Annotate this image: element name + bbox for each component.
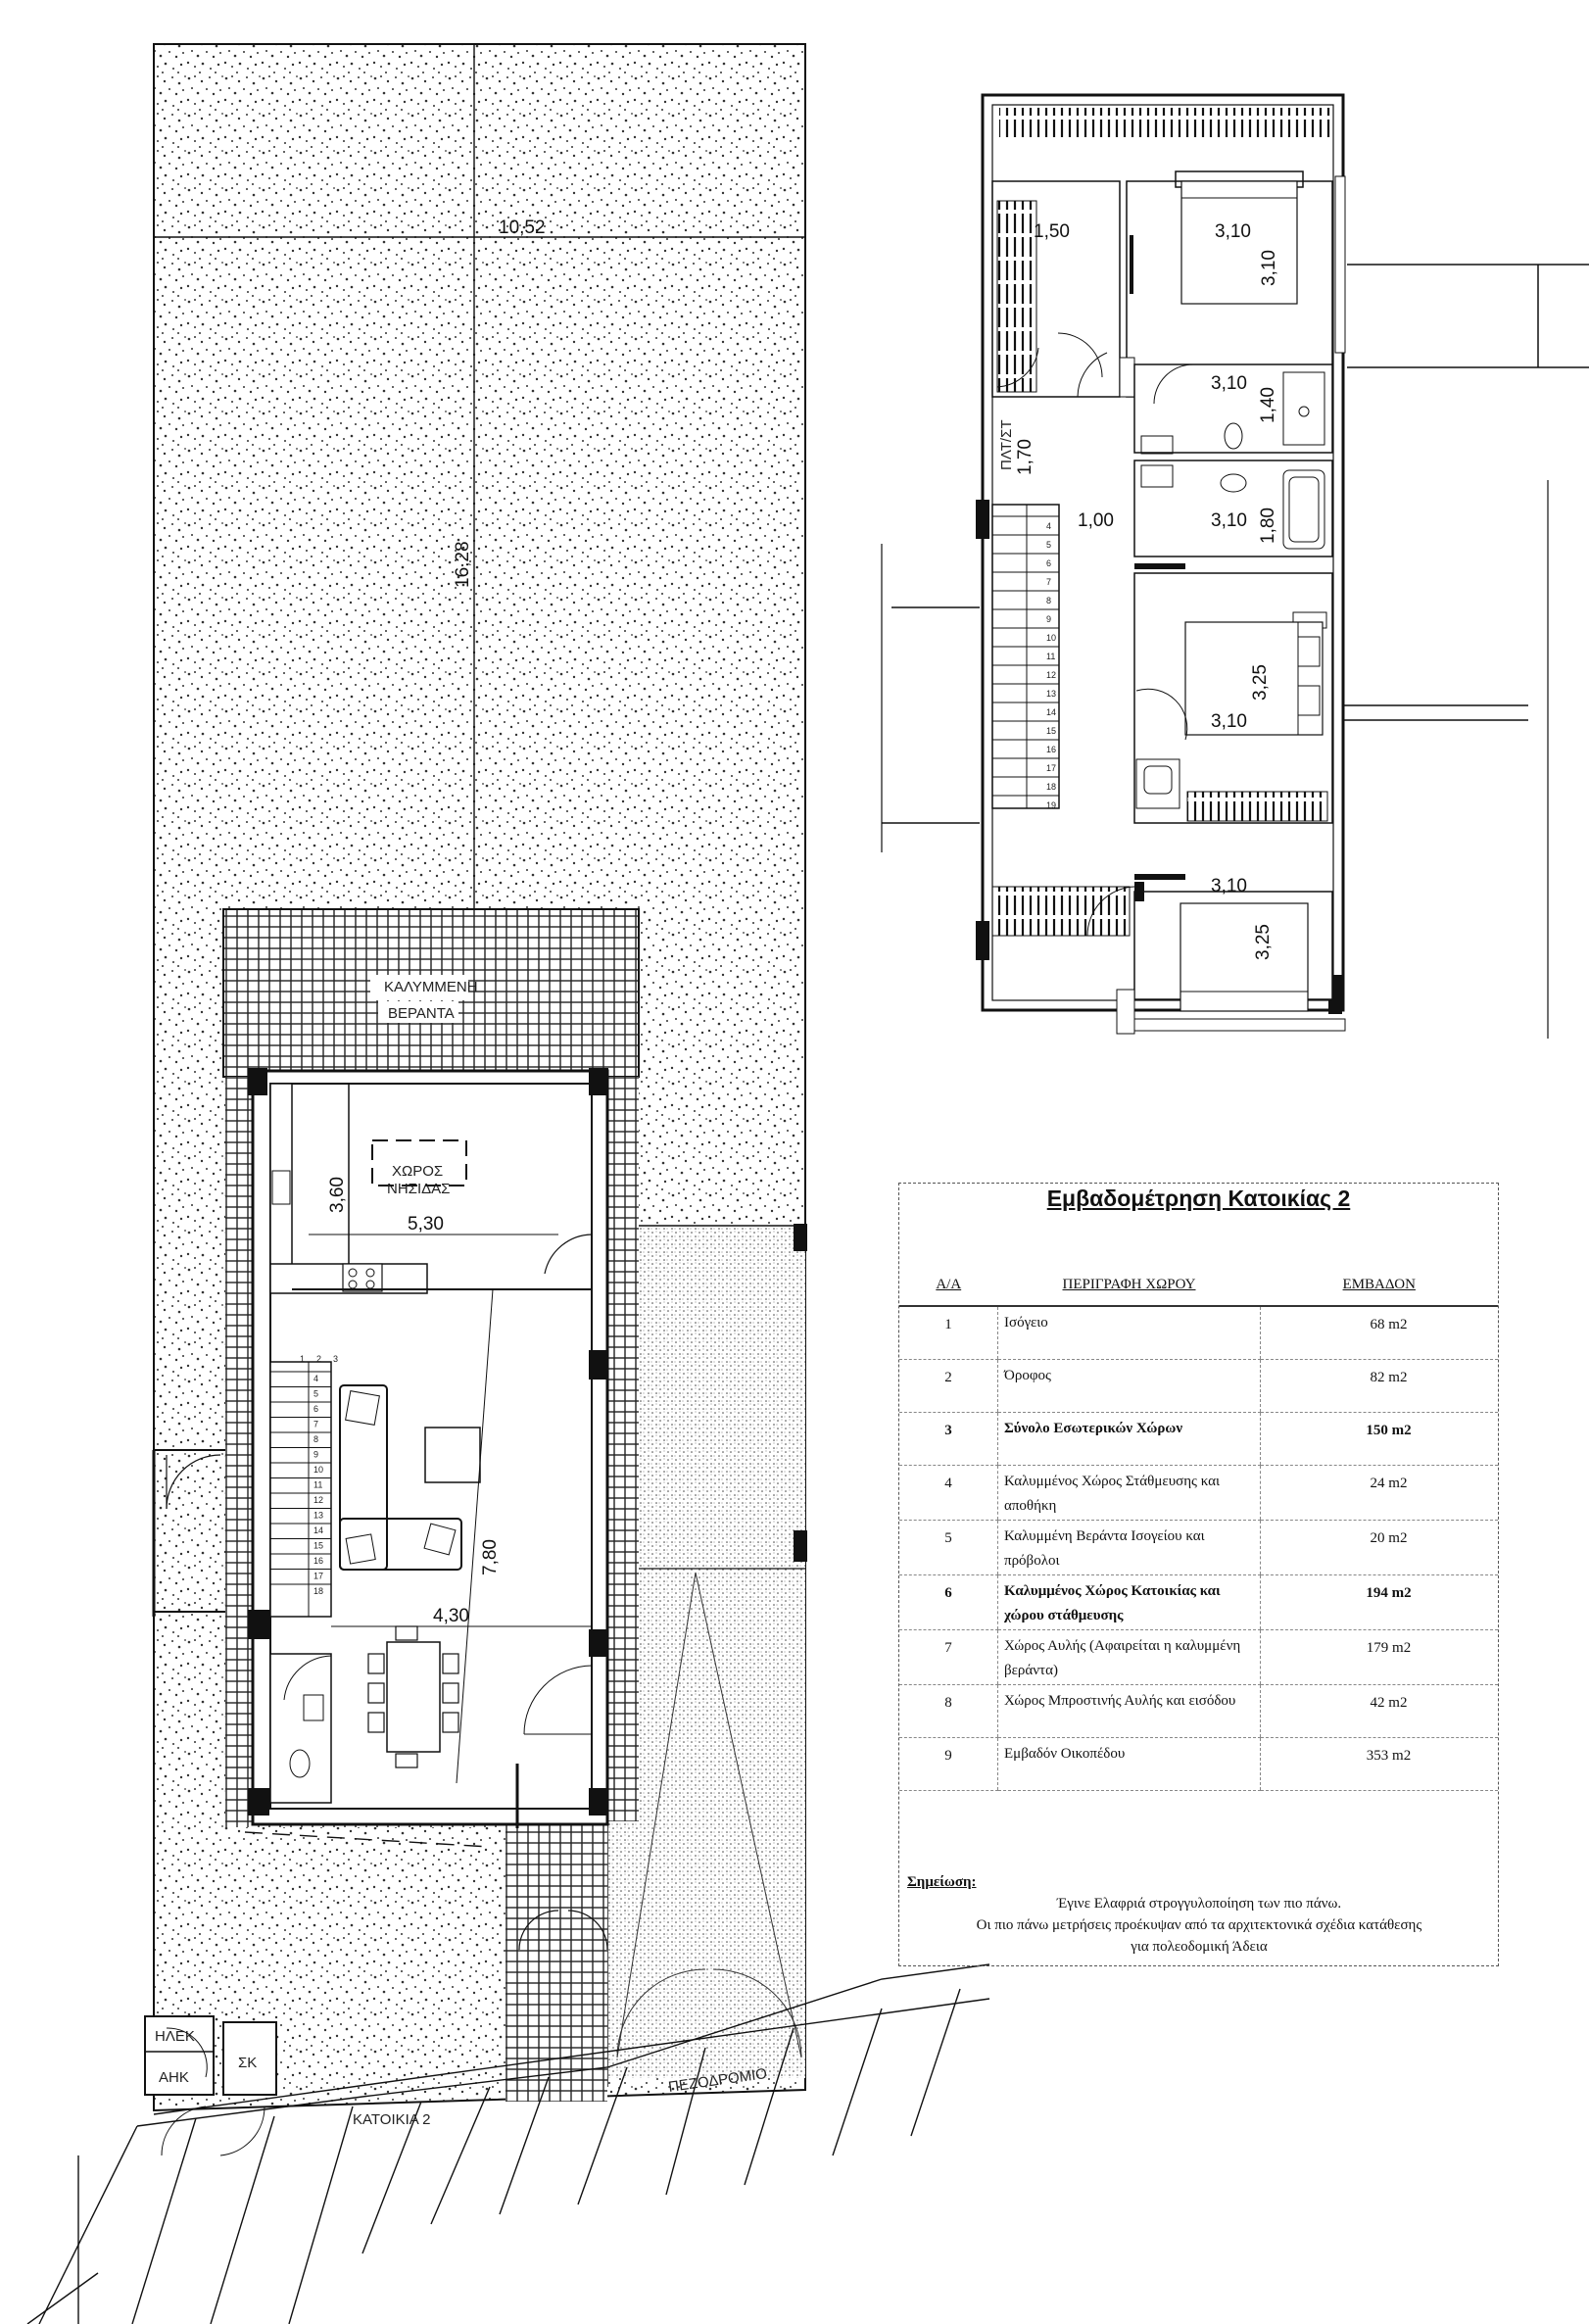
stair-step-number: 5 [313,1388,319,1399]
stair-step-number: 17 [313,1571,324,1581]
table-row [899,1685,1498,1738]
table-row [899,1738,1498,1791]
row-area: 20 m2 [1261,1521,1499,1575]
upper-dim-13: 3,25 [1253,924,1274,960]
row-description: Καλυμμένη Βεράντα Ισογείου και πρόβολοι [998,1521,1261,1575]
stair-step-number: 14 [1046,707,1057,717]
stair-step-number: 17 [1046,763,1057,773]
row-number: 7 [899,1630,998,1685]
stair-step-number: 1 [300,1354,306,1364]
landing-label: ΠΛΤ/ΣΤ [998,419,1015,470]
stair-step-number: 9 [313,1449,319,1460]
table-row [899,1306,1498,1360]
kitchen-width-dim: 5,30 [408,1214,444,1235]
row-description: Όροφος [998,1360,1261,1413]
upper-dim-2: 3,10 [1215,221,1251,242]
island-label-1: ΧΩΡΟΣ [392,1163,444,1180]
veranda-label-2: ΒΕΡΑΝΤΑ [388,1005,455,1022]
living-height-dim: 7,80 [480,1539,501,1575]
upper-dim-7: 1,00 [1078,510,1114,531]
stair-step-number: 10 [1046,633,1057,643]
stair-step-number: 16 [1046,745,1057,754]
stair-step-number: 4 [313,1374,319,1383]
note-line-2: Οι πιο πάνω μετρήσεις προέκυψαν από τα αρχιτεκτονικά σχέδια κατάθεσης [976,1917,1422,1933]
stair-step-number: 14 [313,1525,324,1535]
row-number: 3 [899,1413,998,1466]
row-number: 4 [899,1466,998,1521]
stair-step-number: 5 [1046,540,1052,550]
row-description: Καλυμμένος Χώρος Κατοικίας και χώρου στάθμευσης [998,1575,1261,1630]
row-number: 9 [899,1738,998,1791]
street-label: ΠΕΖΟΔΡΟΜΙΟ [667,2065,768,2096]
area-table-grid [899,1264,1498,1791]
row-number: 2 [899,1360,998,1413]
row-area: 24 m2 [1261,1466,1499,1521]
stair-step-number: 11 [1046,652,1056,661]
stair-step-number: 6 [313,1404,319,1414]
row-area: 194 m2 [1261,1575,1499,1630]
upper-dim-9: 1,80 [1258,508,1278,544]
box-ank-label: ΑΗΚ [159,2069,189,2086]
row-number: 1 [899,1306,998,1360]
stair-step-number: 4 [1046,521,1052,531]
kitchen-height-dim: 3,60 [327,1177,348,1213]
stair-step-number: 10 [313,1465,324,1475]
row-area: 68 m2 [1261,1306,1499,1360]
table-row [899,1630,1498,1685]
col-area-header: ΕΜΒΑΔΟΝ [1261,1264,1499,1306]
stair-step-number: 13 [313,1510,324,1521]
table-row [899,1575,1498,1630]
island-label-2: ΝΗΣΙΔΑΣ [387,1181,451,1197]
note-line-1: Έγινε Ελαφριά στρογγυλοποίηση των πιο πάνω. [1056,1896,1342,1912]
upper-dim-4: 3,10 [1211,373,1247,394]
stair-step-number: 18 [313,1586,324,1596]
site-width-dim: 10,52 [499,218,546,238]
site-depth-dim: 16,28 [453,541,473,588]
upper-dim-1: 1,50 [1034,221,1070,242]
table-row [899,1521,1498,1575]
upper-dim-5: 1,40 [1258,387,1278,423]
ground-stairs [270,1354,338,1617]
upper-dim-10: 3,25 [1250,664,1271,701]
ground-floor [248,1068,608,1828]
stair-step-number: 12 [313,1495,324,1505]
stair-step-number: 19 [1046,800,1057,810]
stair-step-number: 2 [316,1354,322,1364]
upper-dim-12: 3,10 [1211,876,1247,896]
row-description: Σύνολο Εσωτερικών Χώρων [998,1413,1261,1466]
row-description: Χώρος Μπροστινής Αυλής και εισόδου [998,1685,1261,1738]
area-table [898,1183,1499,1966]
upper-dim-11: 3,10 [1211,711,1247,732]
row-number: 8 [899,1685,998,1738]
row-description: Χώρος Αυλής (Αφαιρείται η καλυμμένη βεράντα) [998,1630,1261,1685]
row-area: 42 m2 [1261,1685,1499,1738]
stair-step-number: 11 [313,1479,323,1490]
stair-step-number: 15 [1046,726,1057,736]
row-number: 6 [899,1575,998,1630]
stair-step-number: 15 [313,1540,324,1551]
upper-dim-3: 3,10 [1259,250,1279,286]
row-description: Εμβαδόν Οικοπέδου [998,1738,1261,1791]
veranda-label-1: ΚΑΛΥΜΜΕΝΗ [384,979,478,995]
note-heading: Σημείωση: [907,1874,977,1890]
row-area: 150 m2 [1261,1413,1499,1466]
house-label: ΚΑΤΟΙΚΙΑ 2 [353,2111,431,2128]
stair-step-number: 16 [313,1556,324,1566]
living-width-dim: 4,30 [433,1606,469,1626]
table-row [899,1413,1498,1466]
row-description: Καλυμμένος Χώρος Στάθμευσης και αποθήκη [998,1466,1261,1521]
box-sk-label: ΣΚ [238,2055,258,2071]
row-number: 5 [899,1521,998,1575]
stair-step-number: 9 [1046,614,1052,624]
note-line-3: για πολεοδομική Άδεια [1131,1939,1268,1955]
stair-step-number: 6 [1046,558,1052,568]
stair-step-number: 13 [1046,689,1057,699]
row-area: 82 m2 [1261,1360,1499,1413]
row-area: 353 m2 [1261,1738,1499,1791]
stair-step-number: 12 [1046,670,1057,680]
stair-step-number: 8 [1046,596,1052,605]
upper-dim-6: 1,70 [1015,439,1035,475]
row-area: 179 m2 [1261,1630,1499,1685]
table-row [899,1466,1498,1521]
row-description: Ισόγειο [998,1306,1261,1360]
stair-step-number: 8 [313,1434,319,1444]
box-elec-label: ΗΛΕΚ [155,2028,195,2045]
stair-step-number: 18 [1046,782,1057,792]
stair-step-number: 7 [313,1419,319,1429]
table-row [899,1360,1498,1413]
area-table-note [907,1871,1491,1958]
stair-step-number: 7 [1046,577,1052,587]
col-desc-header: ΠΕΡΙΓΡΑΦΗ ΧΩΡΟΥ [998,1264,1261,1306]
meter-boxes [145,2016,276,2155]
col-num-header: Α/Α [899,1264,998,1306]
area-table-title: Εμβαδομέτρηση Κατοικίας 2 [1046,1186,1351,1211]
upper-dim-8: 3,10 [1211,510,1247,531]
stair-step-number: 3 [333,1354,339,1364]
